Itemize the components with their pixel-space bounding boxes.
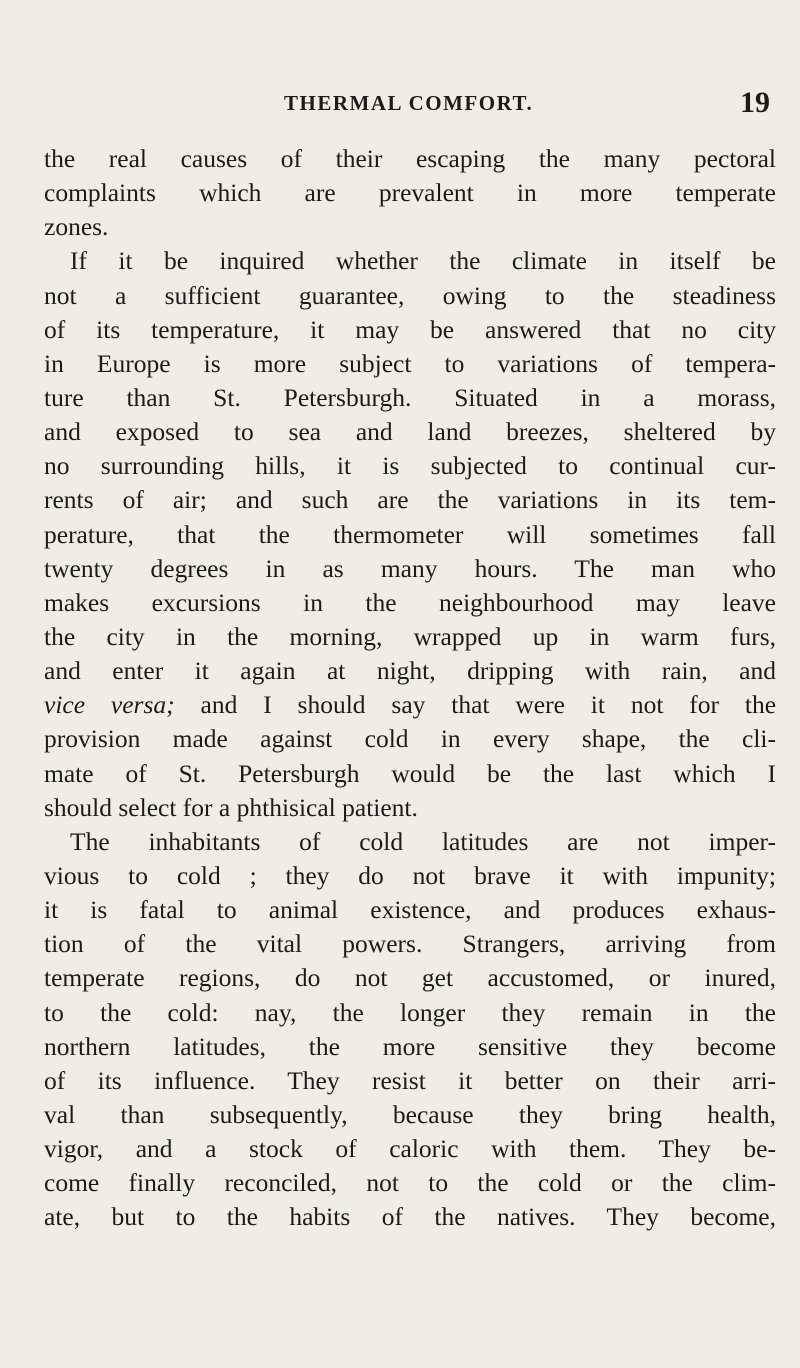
text-line: of its influence. They resist it better on their arri- (44, 1065, 776, 1095)
text-line: mate of St. Petersburgh would be the last which I (44, 758, 776, 788)
text-line-rest: and I should say that were it not for the (200, 690, 777, 720)
text-line: perature, that the thermometer will sometimes fall (44, 519, 776, 549)
text-line: the real causes of their escaping the many pectoral (44, 144, 776, 173)
text-line: and exposed to sea and land breezes, sheltered by (44, 417, 776, 447)
page-number: 19 (740, 86, 770, 119)
text-line: twenty degrees in as many hours. The man who (44, 553, 776, 583)
running-head (44, 86, 770, 120)
text-line: ate, but to the habits of the natives. They become, (44, 1202, 776, 1232)
text-line: complaints which are prevalent in more temperate (44, 178, 776, 208)
text-line: come finally reconciled, not to the cold or the clim- (44, 1168, 776, 1198)
body-text (44, 142, 776, 1235)
text-line: zones. (44, 212, 109, 242)
paragraph-first-line: If it be inquired whether the climate in itself be (70, 246, 776, 276)
text-line: no surrounding hills, it is subjected to continual cur- (44, 451, 776, 481)
text-line: tion of the vital powers. Strangers, arriving from (44, 929, 776, 959)
italic-phrase: vice versa; (44, 690, 175, 720)
text-line: of its temperature, it may be answered that no city (44, 314, 776, 344)
text-line: vious to cold ; they do not brave it with impunity; (44, 860, 776, 890)
text-line: vigor, and a stock of caloric with them. They be- (44, 1134, 776, 1164)
text-line: makes excursions in the neighbourhood may leave (44, 587, 776, 617)
text-line: to the cold: nay, the longer they remain in the (44, 997, 776, 1027)
text-line: the city in the morning, wrapped up in warm furs, (44, 621, 776, 651)
text-line: should select for a phthisical patient. (44, 792, 418, 822)
text-line: and enter it again at night, dripping with rain, and (44, 656, 776, 686)
text-line: ture than St. Petersburgh. Situated in a morass, (44, 382, 776, 412)
text-line: in Europe is more subject to variations of tempera- (44, 348, 776, 378)
running-head-title: THERMAL COMFORT. (284, 91, 534, 115)
paragraph-first-line: The inhabitants of cold latitudes are not imper- (70, 826, 776, 856)
text-line: northern latitudes, the more sensitive they become (44, 1031, 776, 1061)
text-line: temperate regions, do not get accustomed, or inured, (44, 963, 776, 993)
text-line: it is fatal to animal existence, and produces exhaus- (44, 895, 776, 925)
text-line: rents of air; and such are the variations in its tem- (44, 485, 776, 515)
text-line: provision made against cold in every shape, the cli- (44, 724, 776, 754)
text-line-with-italic (44, 688, 776, 722)
text-line: val than subsequently, because they bring health, (44, 1099, 776, 1129)
text-line: not a sufficient guarantee, owing to the steadiness (44, 280, 776, 310)
